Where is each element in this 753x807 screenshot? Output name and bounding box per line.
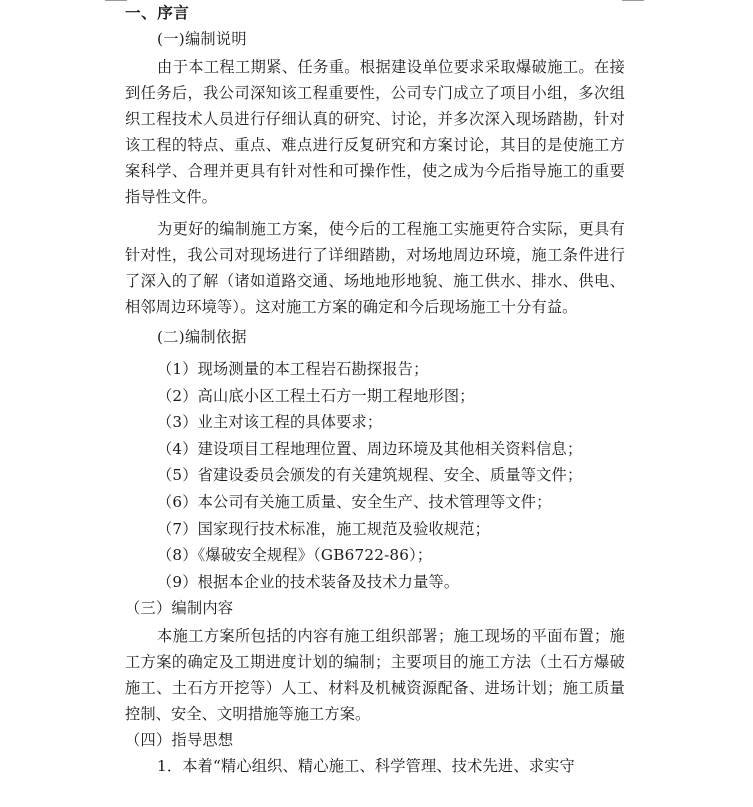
list-item: （7）国家现行技术标准，施工规范及验收规范； [157, 519, 491, 538]
compile-basis-list [125, 356, 625, 595]
page-corner-mark-right [622, 0, 644, 1]
subsection-heading-compile-content: （三）编制内容 [125, 599, 234, 618]
page-corner-mark-left [105, 0, 127, 1]
paragraph-compile-content: 本施工方案所包括的内容有施工组织部署；施工现场的平面布置；施工方案的确定及工期进度计划的编制；主要项目的施工方法（土石方爆破施工、土石方开挖等）人工、材料及机械资源配备、进场计划；施工质量控制、安全、文明措施等施工方案。 [125, 627, 625, 724]
guiding-ideas-line-1: 1．本着“精心组织、精心施工、科学管理、技术先进、求实守 [157, 757, 575, 776]
list-item: （4）建设项目工程地理位置、周边环境及其他相关资料信息； [157, 439, 583, 458]
document-page [125, 0, 625, 779]
list-item: （9）根据本企业的技术装备及技术力量等。 [157, 572, 460, 591]
paragraph-compile-notes-2: 为更好的编制施工方案，使今后的工程施工实施更符合实际，更具有针对性，我公司对现场进行了详细踏勘，对场地周边环境，施工条件进行了深入的了解（诸如道路交通、场地地形地貌、施工供水、排水、供电、相邻周边环境等）。这对施工方案的确定和今后现场施工十分有益。 [125, 220, 625, 316]
subsection-heading-compile-notes: (一)编制说明 [157, 30, 247, 48]
list-item: （5）省建设委员会颁发的有关建筑规程、安全、质量等文件； [157, 466, 583, 485]
list-item: （2）高山底小区工程土石方一期工程地形图； [157, 386, 475, 405]
list-item: （3）业主对该工程的具体要求； [157, 413, 383, 432]
subsection-heading-compile-basis: (二)编制依据 [157, 328, 247, 346]
list-item: （1）现场测量的本工程岩石勘探报告； [157, 360, 429, 378]
subsection-heading-guiding-ideas: （四）指导思想 [125, 731, 234, 750]
list-item: （6）本公司有关施工质量、安全生产、技术管理等文件； [157, 492, 552, 511]
list-item: （8）《爆破安全规程》（GB6722-86）； [157, 546, 433, 565]
section-title: 一、序言 [125, 3, 190, 22]
paragraph-compile-notes-1: 由于本工程工期紧、任务重。根据建设单位要求采取爆破施工。在接到任务后，我公司深知该工程重要性，公司专门成立了项目小组，多次组织工程技术人员进行仔细认真的研究、讨论，并多次深入现场踏勘，针对该工程的特点、重点、难点进行反复研究和方案讨论，其目的是使施工方案科学、合理并更具有针对性和可操作性，使之成为今后指导施工的重要指导性文件。 [125, 58, 625, 206]
